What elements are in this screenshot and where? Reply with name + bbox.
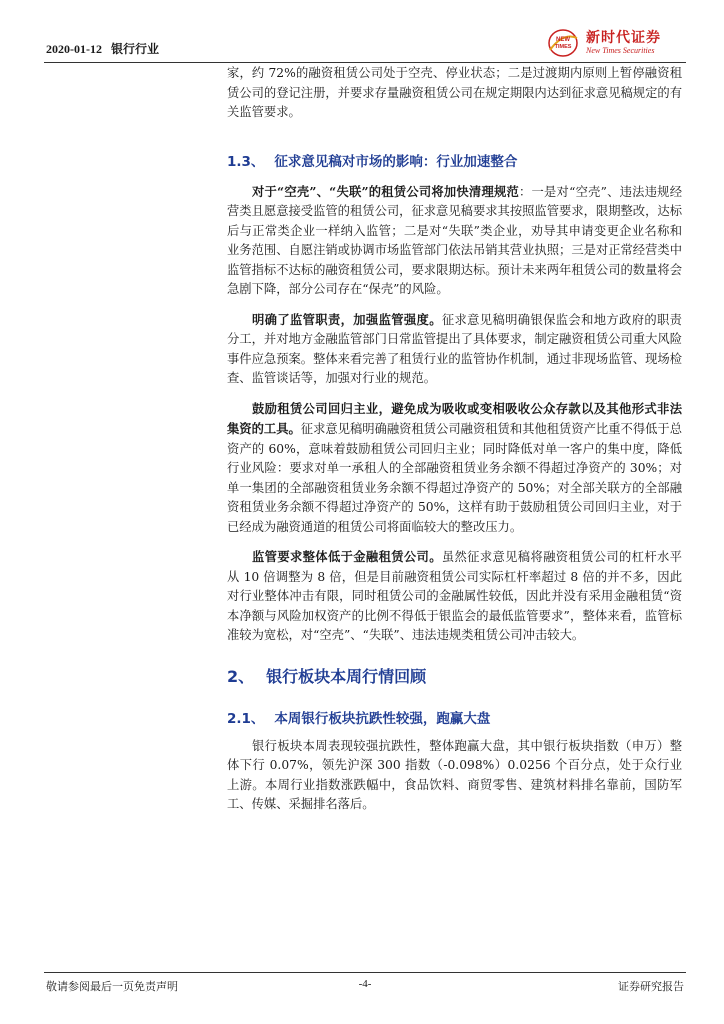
company-logo <box>546 26 686 60</box>
page-header <box>44 26 686 62</box>
section-number: 2、 <box>227 666 255 686</box>
intro-paragraph: 家，约 72%的融资租赁公司处于空壳、停业状态；二是过渡期内原则上暂停融资租赁公司的登记注册，并要求存量融资租赁公司在规定期限内达到征求意见稿规定的有关监管要求。 <box>227 66 682 119</box>
section-2-1-heading <box>227 707 682 727</box>
paragraph-body: 虽然征求意见稿将融资租赁公司的杠杆水平从 10 倍调整为 8 倍，但是目前融资租赁公司实际杠杆率超过 8 倍的并不多，因此对行业整体冲击有限，同时租赁公司的金融属性较低，因此并没有采用金融租赁“资本净额与风险加权资产的比例不得低于银监会的最低监管要求”，整体来看，监管标准较为宽松，对“空壳”、“失联”、违法违规类租赁公司冲击较大。 <box>227 550 682 642</box>
section-2-heading <box>227 664 682 687</box>
footer-rule <box>44 972 686 973</box>
header-rule <box>44 62 686 63</box>
section-title: 征求意见稿对市场的影响：行业加速整合 <box>274 153 518 170</box>
paragraph-lead: 鼓励租赁公司回归主业，避免成为吸收或变相吸收公众存款以及其他形式非法集资的工具。 <box>227 400 682 436</box>
page-number: -4- <box>358 978 372 990</box>
report-date: 2020-01-12 <box>46 42 102 56</box>
section-1-3-heading <box>227 150 682 170</box>
paragraph-lead: 监管要求整体低于金融租赁公司。 <box>252 549 442 564</box>
paragraph-body: 征求意见稿明确融资租赁公司融资租赁和其他租赁资产比重不得低于总资产的 60%，意味着鼓励租赁公司回归主业；同时降低对单一客户的集中度，降低行业风险：要求对单一承租人的全部融资租赁业务余额不得超过净资产的 30%；对单一集团的全部融资租赁业务余额不得超过净资产的 50%；对全部关联方的全部融资租赁业务余额不得超过净资产的 50%，这样有助于鼓励租赁公司回归主业，对于已经成为融资通道的租赁公司将面临较大的整改压力。 <box>227 422 683 534</box>
report-type: 证券研究报告 <box>618 981 684 993</box>
paragraph-weekly-review: 银行板块本周表现较强抗跌性，整体跑赢大盘，其中银行板块指数（申万）整体下行 0.07%，领先沪深 300 指数（-0.098%）0.0256 个百分点，处于众行业上游。本周行业指数涨跌幅中，食品饮料、商贸零售、建筑材料排名靠前，国防军工、传媒、采掘排名落后。 <box>227 738 682 811</box>
paragraph-shell-companies <box>227 182 682 300</box>
main-content <box>227 64 682 815</box>
header-meta <box>46 40 159 57</box>
section-number: 2.1、 <box>227 710 265 727</box>
disclaimer-link: 敬请参阅最后一页免责声明 <box>46 981 178 993</box>
svg-text:NEW: NEW <box>556 37 570 43</box>
section-title: 银行板块本周行情回顾 <box>266 666 427 686</box>
logo-name-cn: 新时代证券 <box>586 30 661 46</box>
section-title: 本周银行板块抗跌性较强，跑赢大盘 <box>274 710 491 727</box>
section-number: 1.3、 <box>227 153 265 170</box>
paragraph-lead: 明确了监管职责，加强监管强度。 <box>252 311 442 327</box>
paragraph-body: 征求意见稿明确银保监会和地方政府的职责分工，并对地方金融监管部门日常监管提出了具体要求，制定融资租赁公司重大风险事件应急预案。整体来看完善了租赁行业的监管协作机制，通过非现场监管、现场检查、监管谈话等，加强对行业的规范。 <box>227 312 682 385</box>
industry-label: 银行行业 <box>111 42 160 56</box>
svg-text:TIMES: TIMES <box>554 44 572 50</box>
paragraph-lead: 对于“空壳”、“失联”的租赁公司将加快清理规范 <box>252 183 519 199</box>
paragraph-supervision-duties <box>227 310 682 389</box>
paragraph-return-to-core <box>227 399 682 538</box>
paragraph-body: ：一是对“空壳”、违法违规经营类且愿意接受监管的租赁公司，征求意见稿要求其按照监管要求，限期整改，达标后与正常类企业一样纳入监管；二是对“失联”类企业，劝导其申请变更企业名称和业务范围、自愿注销或协调市场监管部门依法吊销其营业执照；三是对正常经营类中监管指标不达标的融资租赁公司，要求限期达标。预计未来两年租赁公司的数量将会急剧下降，部分公司存在“保壳”的风险。 <box>227 184 682 296</box>
logo-badge-icon <box>546 28 580 58</box>
paragraph-regulatory-standard <box>227 547 682 646</box>
logo-name-en: New Times Securities <box>586 46 655 55</box>
